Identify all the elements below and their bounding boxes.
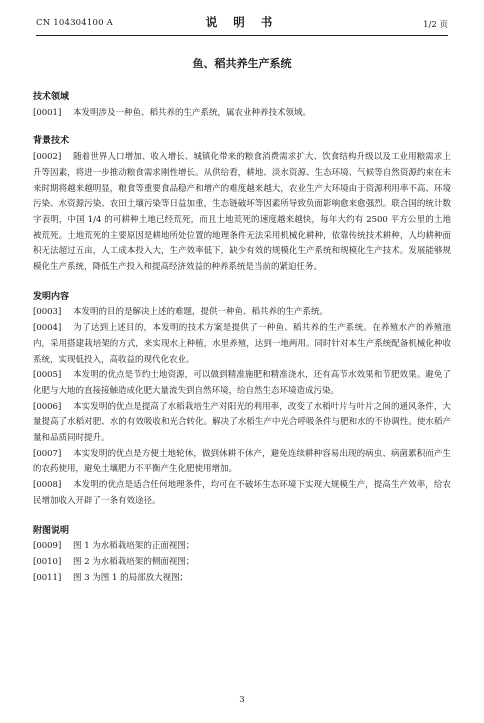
section-spacer — [33, 121, 451, 134]
paragraph-number: [0005] — [33, 370, 62, 381]
paragraph-0005 — [33, 368, 451, 399]
section-spacer — [33, 510, 451, 524]
section-heading-figures: 附图说明 — [33, 525, 70, 536]
paragraph-0004 — [33, 321, 451, 368]
paragraph-text: 本实发明的优点是提高了水稻栽培生产对阳光的利用率，改变了水稻叶片与叶片之间的通风条件，大量提高了水稻对肥、水的有效吸收和光合转化。解决了水稻生产中光合呼吸条件与肥和水的不协调性。使水稻产量和品质同时提升。 — [33, 401, 451, 444]
paragraph-0002 — [33, 150, 451, 276]
paragraph-number: [0007] — [33, 448, 62, 459]
paragraph-0010 — [33, 555, 451, 571]
paragraph-number: [0008] — [33, 480, 62, 491]
paragraph-number: [0011] — [33, 572, 62, 583]
paragraph-0008 — [33, 478, 451, 509]
paragraph-0001 — [33, 106, 451, 122]
patent-number: CN 104304100 A — [36, 18, 113, 28]
paragraph-text: 为了达到上述目的，本发明的技术方案是提供了一种鱼、稻共养的生产系统。在养殖水产的养殖池内，采用搭建栽培架的方式，来实现水上种植，水里养殖，达到一地两用。同时针对本生产系统配备机械化种收系统，实现低投入，高收益的现代化农业。 — [33, 323, 451, 365]
paragraph-text: 本发明的目的是解决上述的难题，提供一种鱼、稻共养的生产系统。 — [73, 307, 329, 318]
paragraph-text: 图 3 为图 1 的局部放大视图； — [73, 572, 189, 583]
section-heading-summary: 发明内容 — [33, 291, 70, 302]
paragraph-text: 随着世界人口增加、收入增长、城镇化带来的粮食消费需求扩大、饮食结构升级以及工业用粮需求上升等因素，将进一步推动粮食需求刚性增长。从供给看，耕地、淡水资源、生态环境、气候等自然资源约束在未来时期将越来越明显，粮食等重要食品稳产和增产的难度越来越大，农业生产大环境由于资源利用率不高、环境污染、水资源污染、农田土壤污染等日益加重，生态链破坏等因素所导致负面影响愈来愈强烈。联合国的统计数字表明，中国 1/4 的可耕种土地已经荒死，而且土地荒死的速度越来越快，每年大约有 2500 平方公里的土地被荒死。土地荒死的主要原因是耕地所处位置的地理条件无法采用机械化耕种，依靠传统技术耕种，人均耕种面积无法超过五亩，人工成本投入大，生产效率低下，缺少有效的规模化生产系统和规模化生产技术。发展能够规模化生产系统，降低生产投入和提高经济效益的种养系统是当前的紧迫任务。 — [33, 152, 451, 273]
paragraph-text: 本发明的优点是适合任何地理条件，均可在不破坏生态环境下实现大规模生产，提高生产效率，给农民增加收入开辟了一条有效途径。 — [33, 480, 451, 506]
paragraph-0007 — [33, 447, 451, 478]
document-title: 鱼、稻共养生产系统 — [192, 57, 292, 70]
paragraph-0003 — [33, 305, 451, 321]
document-body — [33, 90, 451, 586]
section-spacer — [33, 276, 451, 290]
paragraph-number: [0006] — [33, 401, 62, 412]
paragraph-text: 本发明涉及一种鱼、稻共养的生产系统，属农业种养技术领域。 — [73, 107, 312, 118]
paragraph-0009 — [33, 539, 451, 555]
paragraph-0011 — [33, 571, 451, 587]
paragraph-number: [0010] — [33, 556, 62, 567]
paragraph-number: [0001] — [33, 107, 62, 118]
paragraph-text: 本发明的优点是节约土地资源，可以做到精准施肥和精准浇水，还有高节水效果和节肥效果。避免了化肥与大地的直接接触造成化肥大量流失到自然环境，给自然生态环境造成污染。 — [33, 370, 451, 396]
section-heading-background: 背景技术 — [33, 136, 70, 147]
page-info: 1/2 页 — [423, 20, 448, 30]
paragraph-text: 图 1 为水稻栽培架的正面视图； — [73, 541, 195, 552]
paragraph-text: 本实发明的优点是方便土地轮休，做到休耕不休产，避免连续耕种容易出现的病虫、病菌累积而产生的农药使用，避免土壤肥力不平衡产生化肥使用增加。 — [33, 448, 451, 475]
header-divider — [36, 35, 448, 36]
paragraph-number: [0003] — [33, 307, 62, 318]
paragraph-text: 图 2 为水稻栽培架的侧面视图； — [73, 556, 195, 567]
paragraph-0006 — [33, 400, 451, 447]
paragraph-number: [0004] — [33, 323, 62, 334]
paragraph-number: [0002] — [33, 152, 62, 163]
page-header — [36, 12, 448, 32]
document-type: 说 明 书 — [205, 15, 279, 29]
paragraph-number: [0009] — [33, 541, 62, 552]
section-heading-technical-field: 技术领域 — [33, 92, 70, 102]
page-number: 3 — [239, 695, 245, 705]
